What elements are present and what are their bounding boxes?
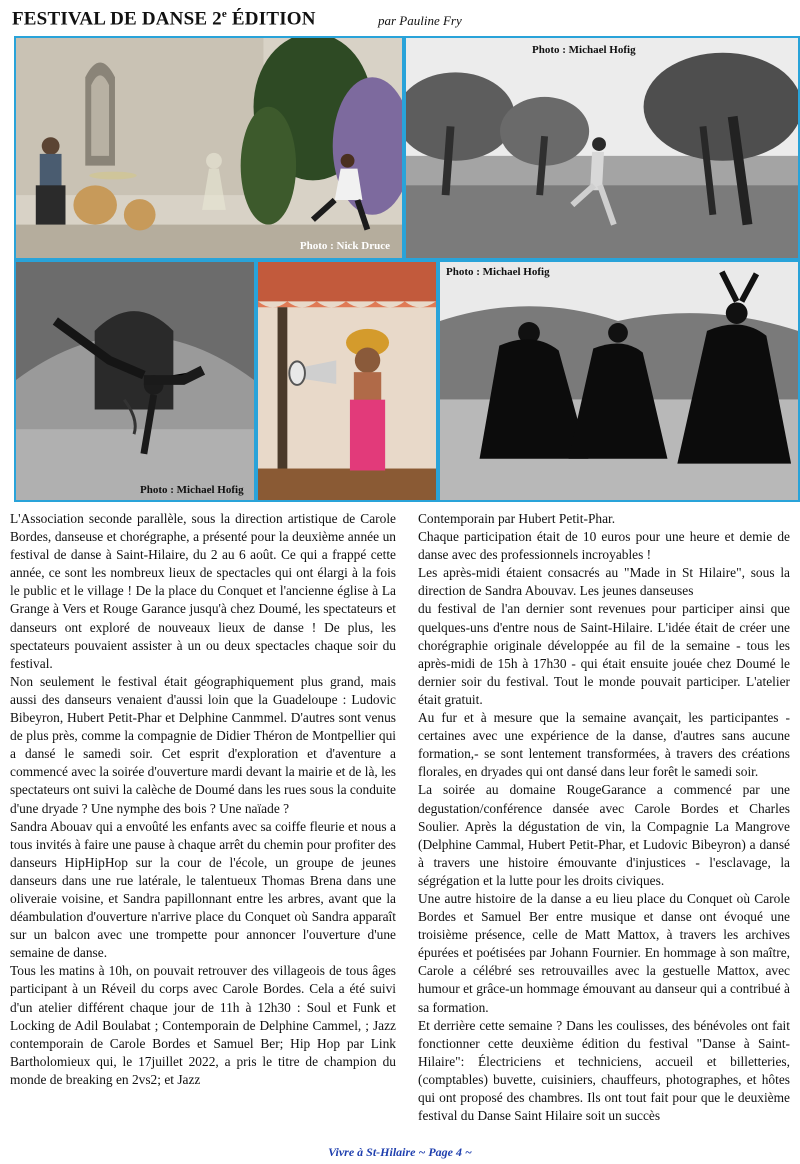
paragraph: Contemporain par Hubert Petit-Phar. xyxy=(418,511,616,526)
photo-olive-grove-dancer xyxy=(404,36,800,260)
byline: par Pauline Fry xyxy=(378,13,462,28)
photo-credit: Photo : Nick Druce xyxy=(299,240,390,252)
paragraph: Les après-midi étaient consacrés au "Made in St Hilaire", sous la direction de Sandra Abouvav. Les jeunes danseuses xyxy=(418,565,790,599)
paragraph: La soirée au domaine RougeGarance a commencé par une degustation/conférence dansée avec Carole Bordes et Charles Soulier. Après la dégustation de vin, la Compagnie La Mangrove (Delphine Cammal, Hubert Petit-Phar, et Ludovic Bibeyron) a dansé à travers une histoire émouvante d'injustices - l'esclavage, la ségrégation et la lutte pour les droits civiques. xyxy=(418,782,790,888)
article-column-left xyxy=(10,510,396,1089)
article-header xyxy=(12,6,792,34)
paragraph: du festival de l'an dernier sont revenues pour participer ainsi que quelques-uns d'entre nous de Saint-Hilaire. L'idée était de créer une chorégraphie originale développée au fil de la semaine - tous les après-midi de 15h à 17h30 - qui était ensuite jouée chez Doumé le dernier soir du festival. Tout le monde pouvait participer. L'atelier était gratuit. xyxy=(418,601,790,707)
photo-drummer-dancer xyxy=(14,36,404,260)
article-column-right xyxy=(418,510,790,1140)
photo-three-dancers xyxy=(438,260,800,502)
paragraph: Sandra Abouav qui a envoûté les enfants avec sa coiffe fleurie et nous a tous invités à faire une pause à chaque arrêt du chemin pour profiter des danseurs HipHipHop sur la cour de l'école, un groupe de jeunes danseurs dans une rue latérale, le talentueux Thomas Brena dans une oliveraie voisine, et Sandra papillonnant entre les arbres, avant que la déambulation d'ouverture n'arrive place du Conquet où Sandra apparaît sur un balcon avec une trompette pour annoncer l'ouverture d'une semaine de danse. xyxy=(10,818,396,961)
page-footer: Vivre à St-Hilaire ~ Page 4 ~ xyxy=(328,1145,472,1159)
article-title: FESTIVAL DE DANSE 2e ÉDITION xyxy=(12,8,316,30)
paragraph: Une autre histoire de la danse a eu lieu place du Conquet où Carole Bordes et Samuel Ber entre musique et danse ont évoqué une troisième présence, celle de Matt Mattox, à travers les archives épurées et poétisées par Johann Fournier. En hommage à son maître, Carole a célébré ses retrouvailles avec la gestuelle Mattox, avec humour et grâce-un hommage émouvant au danseur qui a contribué à sa formation. xyxy=(418,890,790,1015)
paragraph: Et derrière cette semaine ? Dans les coulisses, des bénévoles ont fait fonctionner cette deuxième édition du festival "Danse à Saint-Hilaire": Électriciens et techniciens, accueil et billetteries, (comptables) buvette, cuisiniers, chauffeurs, photographes, et hôtes qui ont proposé des chambres. Ils ont tout fait pour que le deuxième festival du Danse Saint Hilaire soit un succès xyxy=(418,1017,790,1124)
paragraph: Au fur et à mesure que la semaine avançait, les participantes - certaines avec une expérience de la danse, d'autres sans aucune formation,- se sont lentement transformées, à travers des créations florales, en dryades qui ont dansé dans leur forêt le samedi soir. xyxy=(418,710,790,780)
photo-breakdancer xyxy=(14,260,256,502)
paragraph: Tous les matins à 10h, on pouvait retrouver des villageois de tous âges participant à un Réveil du corps avec Carole Bordes. Cela a été suivi d'un atelier différent chaque jour de 11h à 12h30 : Soul et Funk et Locking de Adil Boulabat ; Contemporain de Delphine Cammel, ; Jazz contemporain de Carole Bordes et Samuel Ber; Hip Hop par Link Bartholomieux qui, le 17juillet 2022, a pris le titre de champion du monde de breaking en 2vs2; et Jazz xyxy=(10,963,396,1087)
paragraph: L'Association seconde parallèle, sous la direction artistique de Carole Bordes, danseuse et chorégraphe, a présenté pour la deuxième année un festival de danse à Saint-Hilaire, du 2 au 6 août. Ce qui a frappé cette année, ce sont les nombreux lieux de spectacles qui ont élargi à la fois le public et le village ! De la place du Conquet et l'ancienne église à La Grange à Vers et Rouge Garance jusqu'à chez Doumé, les spectateurs et danseurs ont exploré de nouveaux lieux de danse ! De plus, les spectateurs pouvaient assister à un ou deux spectacles chaque soir du festival. xyxy=(10,511,396,671)
photo-credit: Photo : Michael Hofig xyxy=(532,44,636,56)
paragraph: Non seulement le festival était géographiquement plus grand, mais aussi des danseurs venaient d'aussi loin que la Guadeloupe : Ludovic Bibeyron, Hubert Petit-Phar et Delphine Canmmel. D'autres sont venus de plus près, comme la compagnie de Didier Théron de Montpellier qui a dansé le samedi soir. Cet esprit d'exploration et d'aventure a commencé avec la soirée d'ouverture mardi devant la mairie et de là, les spectateurs ont suivi la calèche de Doumé dans les rues sous la conduite d'une dryade ? Une nymphe des bois ? Une naïade ? xyxy=(10,673,396,816)
photo-singer-megaphone xyxy=(256,260,438,502)
paragraph: Chaque participation était de 10 euros pour une heure et demie de danse avec des professionnels incroyables ! xyxy=(418,529,790,563)
photo-credit: Photo : Michael Hofig xyxy=(140,484,244,496)
photo-credit: Photo : Michael Hofig xyxy=(446,266,550,278)
